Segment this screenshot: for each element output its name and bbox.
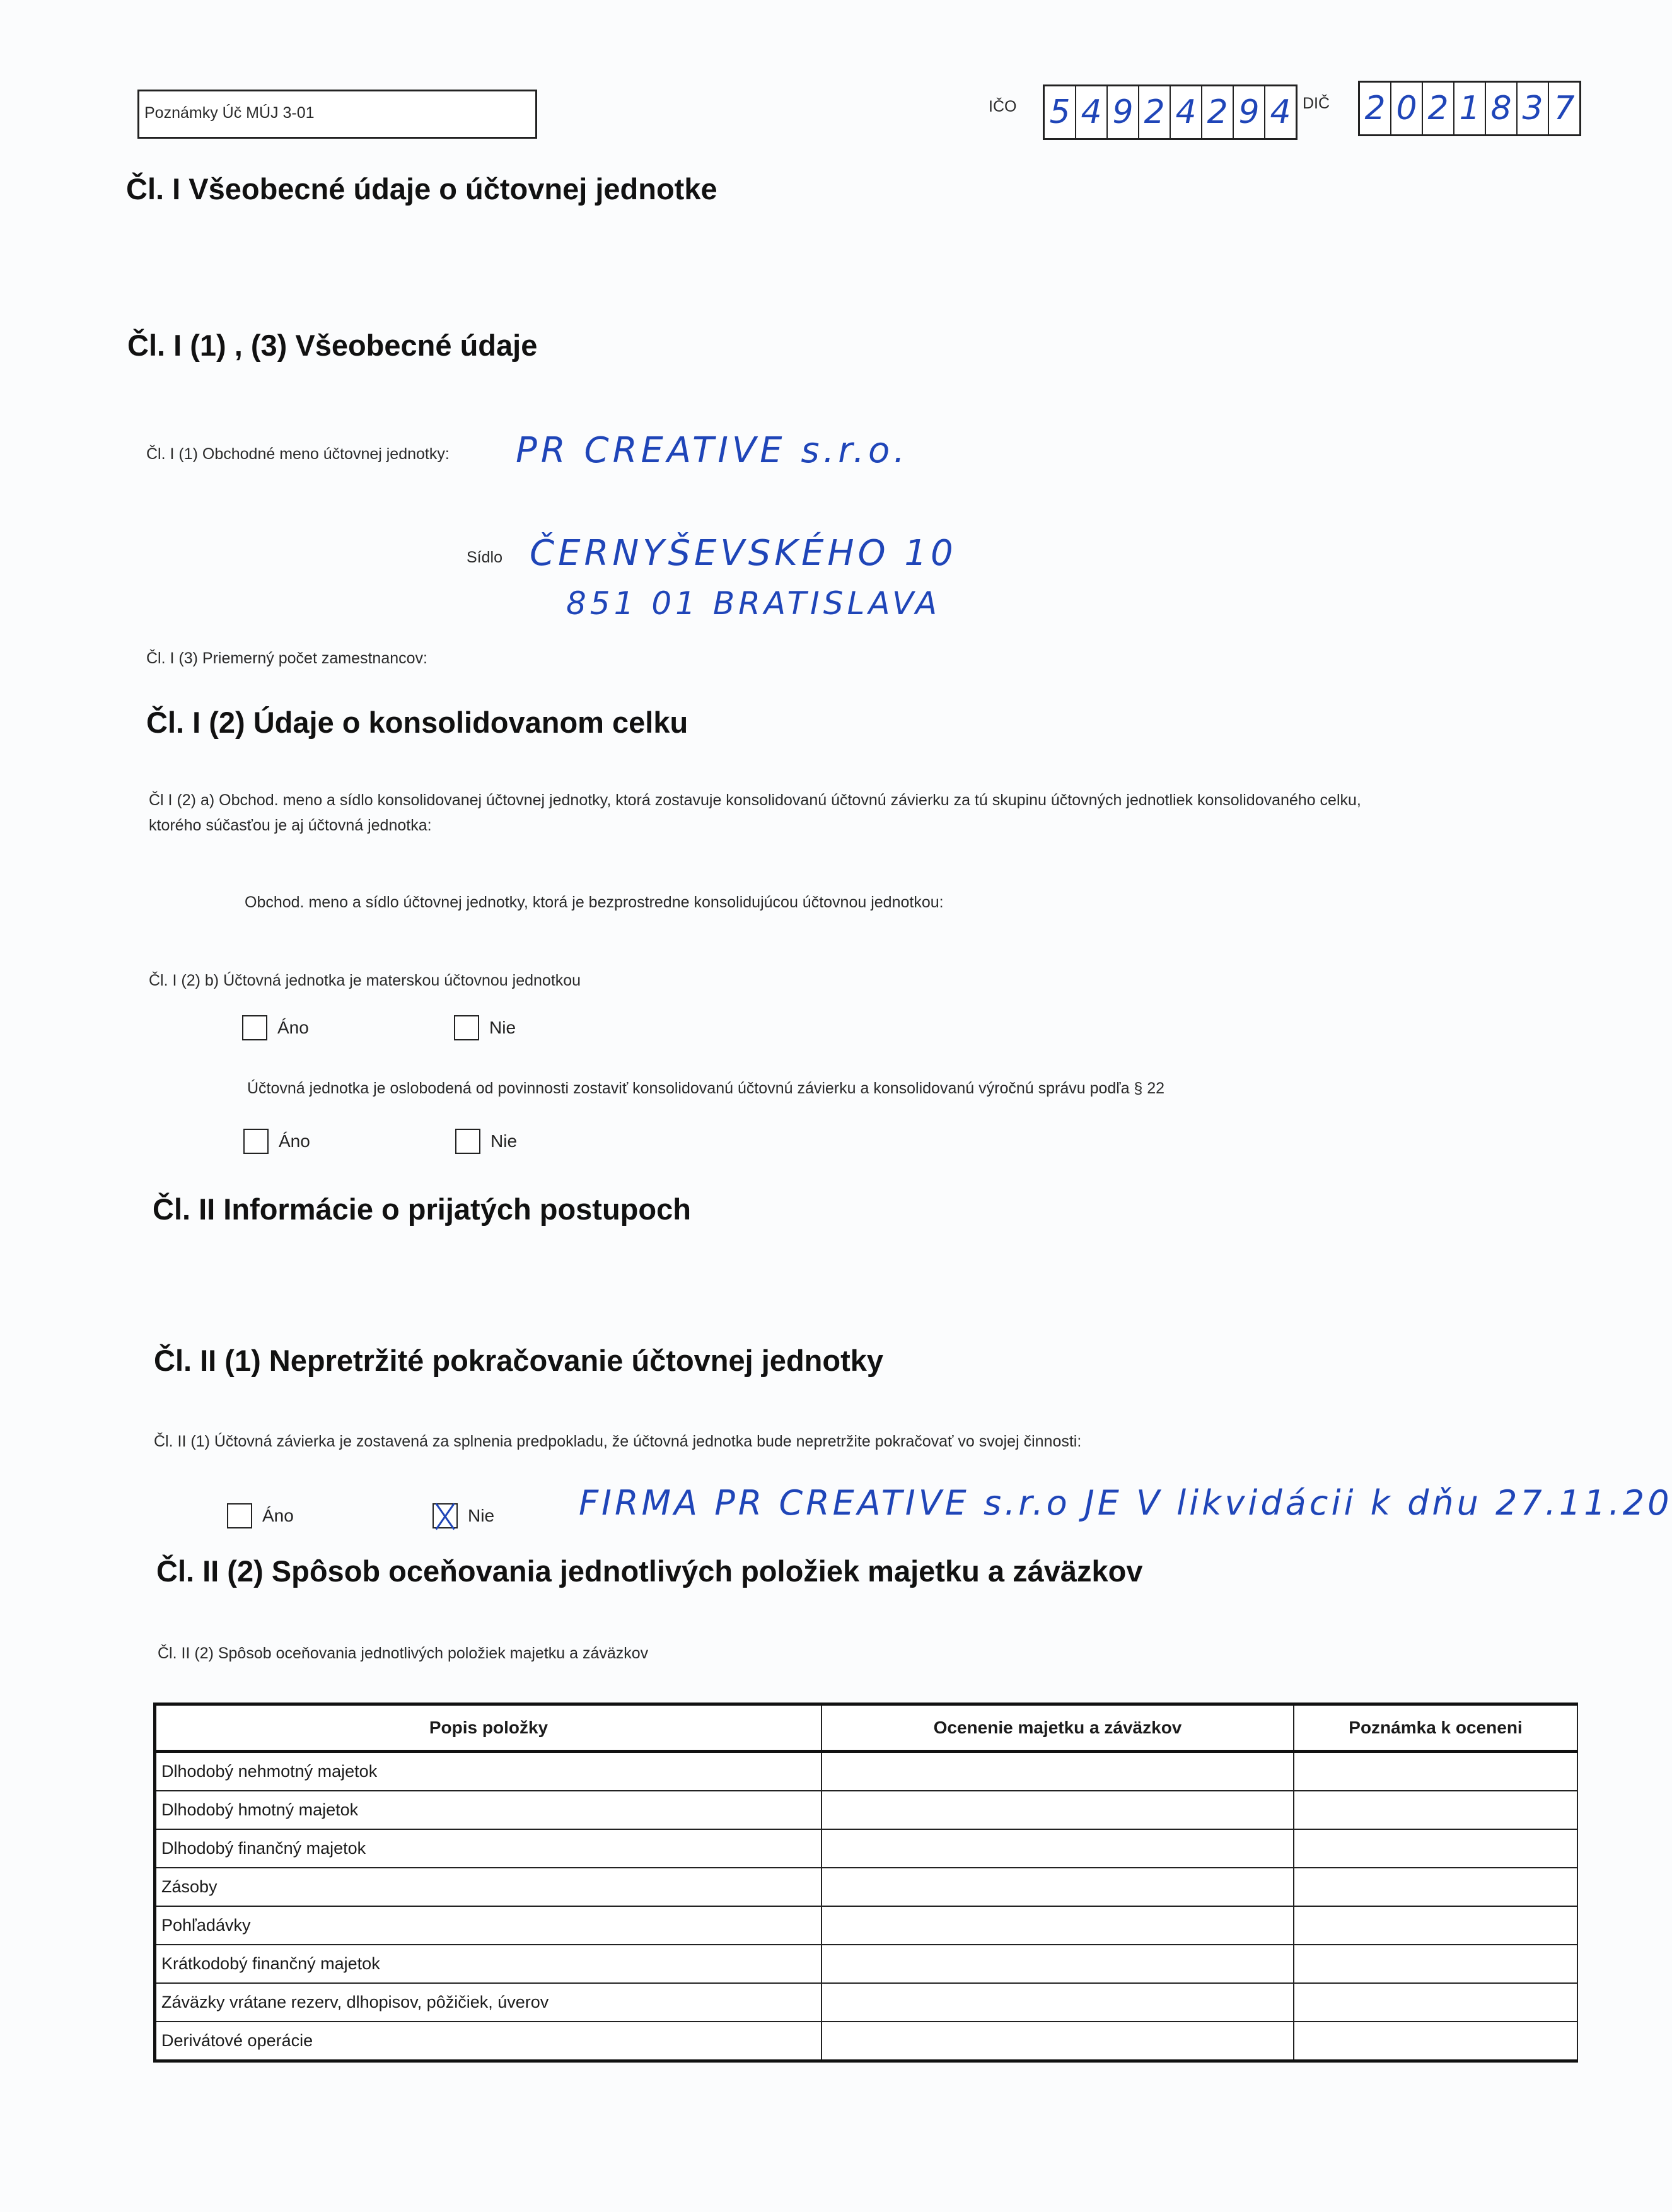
form-label-box — [137, 90, 537, 139]
ico-digit[interactable]: 4 — [1171, 86, 1202, 138]
row-valuation-cell[interactable] — [821, 1983, 1294, 2022]
table-row — [155, 2022, 1578, 2061]
consolidation-a-text-2: ktorého súčasťou je aj účtovná jednotka: — [149, 817, 432, 834]
parent-no-label: Nie — [489, 1018, 516, 1037]
table-row — [155, 1983, 1578, 2022]
going-concern-text: Čl. II (1) Účtovná závierka je zostavená za splnenia predpokladu, že účtovná jednotka bude nepretržite pokračovať vo svojej činnosti: — [154, 1433, 1082, 1450]
going-concern-no-option[interactable] — [433, 1503, 494, 1528]
row-valuation-cell[interactable] — [821, 1791, 1294, 1829]
row-description: Dlhodobý nehmotný majetok — [155, 1752, 822, 1791]
exempt-yes-label: Áno — [279, 1131, 310, 1151]
section-title-general: Čl. I Všeobecné údaje o účtovnej jednotke — [126, 172, 717, 206]
exempt-text: Účtovná jednotka je oslobodená od povinnosti zostaviť konsolidovanú účtovnú závierku a konsolidovanú výročnú správu podľa § 22 — [247, 1080, 1165, 1097]
table-header-valuation: Ocenenie majetku a záväzkov — [821, 1704, 1294, 1752]
form-label: Poznámky Úč MÚJ 3-01 — [144, 104, 315, 122]
dic-digit[interactable]: 2 — [1423, 83, 1454, 134]
dic-digit[interactable]: 7 — [1553, 90, 1575, 127]
section-subtitle-going-concern: Čl. II (1) Nepretržité pokračovanie účtovnej jednotky — [154, 1344, 884, 1377]
exempt-no-checkbox[interactable] — [455, 1129, 480, 1154]
parent-yes-checkbox[interactable] — [242, 1015, 267, 1040]
row-description: Záväzky vrátane rezerv, dlhopisov, pôžičiek, úverov — [155, 1983, 822, 2022]
valuation-table — [153, 1703, 1578, 2063]
going-concern-no-checkbox[interactable] — [433, 1503, 458, 1528]
consolidation-b-text: Čl. I (2) b) Účtovná jednotka je materskou účtovnou jednotkou — [149, 972, 581, 989]
valuation-text: Čl. II (2) Spôsob oceňovania jednotlivých položiek majetku a záväzkov — [158, 1644, 649, 1662]
exempt-no-option[interactable] — [455, 1129, 517, 1154]
table-row — [155, 1829, 1578, 1868]
going-concern-note[interactable]: FIRMA PR CREATIVE s.r.o JE V likvidácii k dňu 27.11.20 — [579, 1483, 1672, 1523]
row-valuation-cell[interactable] — [821, 1752, 1294, 1791]
row-note-cell[interactable] — [1294, 1829, 1577, 1868]
going-concern-yes-option[interactable] — [227, 1503, 294, 1528]
section-title-valuation: Čl. II (2) Spôsob oceňovania jednotlivých položiek majetku a záväzkov — [156, 1554, 1143, 1588]
row-description: Derivátové operácie — [155, 2022, 822, 2061]
table-row — [155, 1945, 1578, 1983]
sidlo-line2[interactable]: 851 01 BRATISLAVA — [566, 585, 941, 622]
table-header-note: Poznámka k oceneni — [1294, 1704, 1577, 1752]
ico-field[interactable] — [1043, 84, 1298, 140]
sidlo-label: Sídlo — [467, 549, 502, 566]
section-subtitle-general: Čl. I (1) , (3) Všeobecné údaje — [127, 329, 538, 362]
ico-digit[interactable]: 5 — [1045, 86, 1076, 138]
row-note-cell[interactable] — [1294, 1868, 1577, 1906]
ico-digit[interactable]: 4 — [1270, 93, 1291, 131]
dic-digit[interactable]: 0 — [1391, 83, 1423, 134]
exempt-no-label: Nie — [491, 1131, 518, 1151]
row-note-cell[interactable] — [1294, 1983, 1577, 2022]
section-title-consolidation: Čl. I (2) Údaje o konsolidovanom celku — [146, 706, 688, 739]
dic-digit[interactable]: 1 — [1454, 83, 1486, 134]
ico-digit[interactable]: 9 — [1108, 86, 1139, 138]
row-note-cell[interactable] — [1294, 1791, 1577, 1829]
company-name-label: Čl. I (1) Obchodné meno účtovnej jednotky: — [146, 445, 450, 463]
employees-label: Čl. I (3) Priemerný počet zamestnancov: — [146, 649, 427, 667]
direct-consolidator-text: Obchod. meno a sídlo účtovnej jednotky, ktorá je bezprostredne konsolidujúcou účtovnou jednotkou: — [245, 894, 944, 911]
exempt-yes-option[interactable] — [243, 1129, 310, 1154]
row-note-cell[interactable] — [1294, 2022, 1577, 2061]
table-row — [155, 1868, 1578, 1906]
dic-digit[interactable]: 2 — [1360, 83, 1391, 134]
dic-digit[interactable]: 8 — [1486, 83, 1518, 134]
dic-label: DIČ — [1303, 95, 1330, 112]
parent-yes-label: Áno — [277, 1018, 309, 1037]
row-valuation-cell[interactable] — [821, 1868, 1294, 1906]
parent-no-checkbox[interactable] — [454, 1015, 479, 1040]
row-valuation-cell[interactable] — [821, 1906, 1294, 1945]
row-note-cell[interactable] — [1294, 1752, 1577, 1791]
table-row — [155, 1791, 1578, 1829]
consolidation-a-text-1: Čl I (2) a) Obchod. meno a sídlo konsolidovanej účtovnej jednotky, ktorá zostavuje konsolidovanú účtovnú závierku za tú skupinu účtovných jednotliek konsolidovaného celku, — [149, 791, 1361, 809]
going-concern-yes-checkbox[interactable] — [227, 1503, 252, 1528]
dic-field[interactable] — [1358, 81, 1581, 136]
ico-digit[interactable]: 2 — [1139, 86, 1171, 138]
row-description: Pohľadávky — [155, 1906, 822, 1945]
ico-digit[interactable]: 9 — [1234, 86, 1265, 138]
section-title-policies: Čl. II Informácie o prijatých postupoch — [153, 1192, 691, 1226]
going-concern-no-label: Nie — [468, 1506, 495, 1525]
parent-no-option[interactable] — [454, 1015, 516, 1040]
table-header-description: Popis položky — [155, 1704, 822, 1752]
row-description: Krátkodobý finančný majetok — [155, 1945, 822, 1983]
sidlo-line1[interactable]: ČERNYŠEVSKÉHO 10 — [530, 533, 957, 574]
row-description: Zásoby — [155, 1868, 822, 1906]
row-description: Dlhodobý hmotný majetok — [155, 1791, 822, 1829]
ico-digit[interactable]: 2 — [1202, 86, 1234, 138]
exempt-yes-checkbox[interactable] — [243, 1129, 269, 1154]
ico-label: IČO — [989, 98, 1017, 115]
going-concern-yes-label: Áno — [262, 1506, 294, 1525]
table-row — [155, 1906, 1578, 1945]
row-valuation-cell[interactable] — [821, 1945, 1294, 1983]
table-row — [155, 1752, 1578, 1791]
row-valuation-cell[interactable] — [821, 1829, 1294, 1868]
ico-digit[interactable]: 4 — [1076, 86, 1108, 138]
row-note-cell[interactable] — [1294, 1945, 1577, 1983]
company-name-value[interactable]: PR CREATIVE s.r.o. — [516, 430, 909, 471]
row-valuation-cell[interactable] — [821, 2022, 1294, 2061]
row-description: Dlhodobý finančný majetok — [155, 1829, 822, 1868]
parent-yes-option[interactable] — [242, 1015, 309, 1040]
row-note-cell[interactable] — [1294, 1906, 1577, 1945]
dic-digit[interactable]: 3 — [1518, 83, 1549, 134]
